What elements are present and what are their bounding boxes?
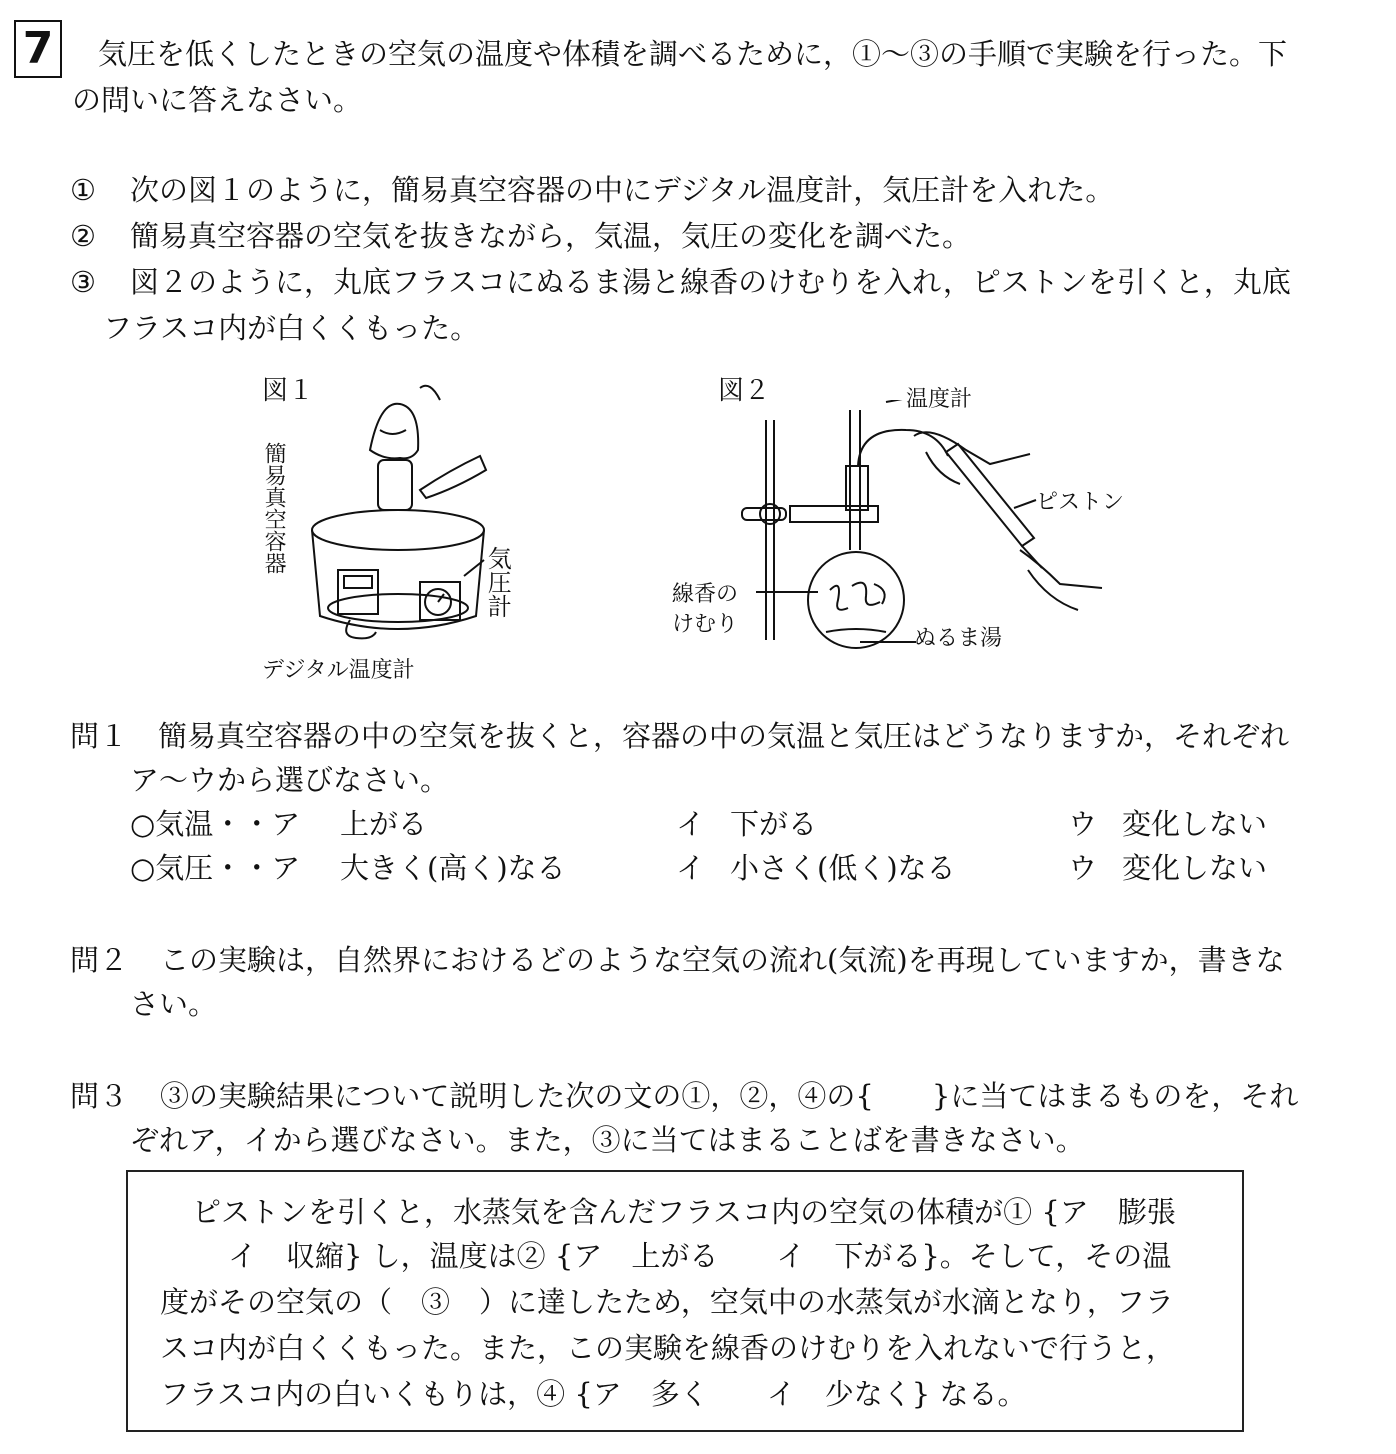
- q1-temp-option-i: 下がる: [730, 807, 818, 841]
- q1-pressure-option-a: 大きく(高く)なる: [340, 851, 566, 885]
- figure2-piston-label: ピストン: [1036, 490, 1125, 515]
- figure2-smoke-label-2: けむり: [672, 612, 739, 637]
- figure2-thermometer-label: 温度計: [906, 387, 973, 412]
- q1-label: 問１: [70, 719, 129, 753]
- step-2-mark: ②: [70, 219, 96, 253]
- step-1-text: 次の図１のように，簡易真空容器の中にデジタル温度計，気圧計を入れた。: [130, 173, 1115, 207]
- figure1-thermometer-label: デジタル温度計: [262, 658, 415, 683]
- q1-pressure-option-u-mark: ウ: [1068, 851, 1098, 885]
- q1-temp-option-u: 変化しない: [1122, 807, 1268, 841]
- q1-temp-option-i-mark: イ: [676, 807, 706, 841]
- hand-icon: [370, 404, 418, 459]
- q1-text-1: 簡易真空容器の中の空気を抜くと，容器の中の気温と気圧はどうなりますか，それぞれ: [158, 719, 1290, 753]
- q3-box-line-2: イ 収縮} し，温度は② {ア 上がる イ 下がる}。そして，その温: [228, 1239, 1172, 1273]
- q1-pressure-option-u: 変化しない: [1122, 851, 1268, 885]
- piston-syringe: [946, 444, 1034, 546]
- step-1-mark: ①: [70, 173, 96, 207]
- q2-text-2: さい。: [130, 987, 218, 1021]
- q3-box-line-3: 度がその空気の（ ③ ）に達したため，空気中の水蒸気が水滴となり，フラ: [160, 1285, 1174, 1319]
- q1-temp-option-a: 上がる: [340, 807, 428, 841]
- q1-temp-option-u-mark: ウ: [1068, 807, 1098, 841]
- rubber-tube: [858, 430, 948, 466]
- q1-pressure-option-i: 小さく(低く)なる: [730, 851, 956, 885]
- figure1-barometer-label: 気圧計: [483, 546, 512, 618]
- figure1-title: 図１: [262, 376, 315, 406]
- q3-text-2: ぞれア，イから選びなさい。また，③に当てはまることばを書きなさい。: [130, 1123, 1085, 1157]
- q3-box-line-4: スコ内が白くくもった。また，この実験を線香のけむりを入れないで行うと，: [160, 1331, 1176, 1365]
- figure2-illustration: [730, 400, 1120, 660]
- q1-text-2: ア～ウから選びなさい。: [130, 763, 450, 797]
- q2-text-1: この実験は，自然界におけるどのような空気の流れ(気流)を再現していますか，書きな: [160, 943, 1285, 977]
- smoke-icon: [830, 586, 848, 610]
- q2-label: 問２: [70, 943, 129, 977]
- q3-text-1: ③の実験結果について説明した次の文の①，②，④の{ }に当てはまるものを，それ: [160, 1079, 1299, 1113]
- q3-label: 問３: [70, 1079, 129, 1113]
- step-3-mark: ③: [70, 265, 96, 299]
- q1-temp-head: ○気温・・ア: [130, 807, 301, 841]
- round-bottom-flask: [808, 552, 904, 648]
- q3-box-line-5: フラスコ内の白いくもりは，④ {ア 多く イ 少なく} なる。: [160, 1377, 1027, 1411]
- warm-water: [826, 629, 886, 632]
- step-3-text-cont: フラスコ内が白くくもった。: [103, 311, 480, 345]
- figure1-illustration: [280, 380, 510, 670]
- hand-icon-lower: [1020, 550, 1102, 588]
- figure2-water-label: ぬるま湯: [914, 626, 1003, 651]
- q1-pressure-option-i-mark: イ: [676, 851, 706, 885]
- step-3-text: 図２のように，丸底フラスコにぬるま湯と線香のけむりを入れ，ピストンを引くと，丸底: [130, 265, 1291, 299]
- figure2-smoke-label-1: 線香の: [672, 582, 739, 607]
- q1-pressure-head: ○気圧・・ア: [130, 851, 301, 885]
- figure1-container-label: 簡易真空容器: [261, 442, 287, 574]
- q3-box-line-1: ピストンを引くと，水蒸気を含んだフラスコ内の空気の体積が① {ア 膨張: [192, 1195, 1176, 1229]
- intro-line-1: 気圧を低くしたときの空気の温度や体積を調べるために，①～③の手順で実験を行った。下: [98, 37, 1288, 71]
- figure2-title: 図２: [718, 376, 771, 406]
- pump-handle: [378, 460, 412, 510]
- vacuum-lid: [312, 510, 484, 550]
- question-number: 7: [14, 20, 62, 78]
- step-2-text: 簡易真空容器の空気を抜きながら，気温，気圧の変化を調べた。: [130, 219, 972, 253]
- intro-line-2: の問いに答えなさい。: [72, 83, 363, 117]
